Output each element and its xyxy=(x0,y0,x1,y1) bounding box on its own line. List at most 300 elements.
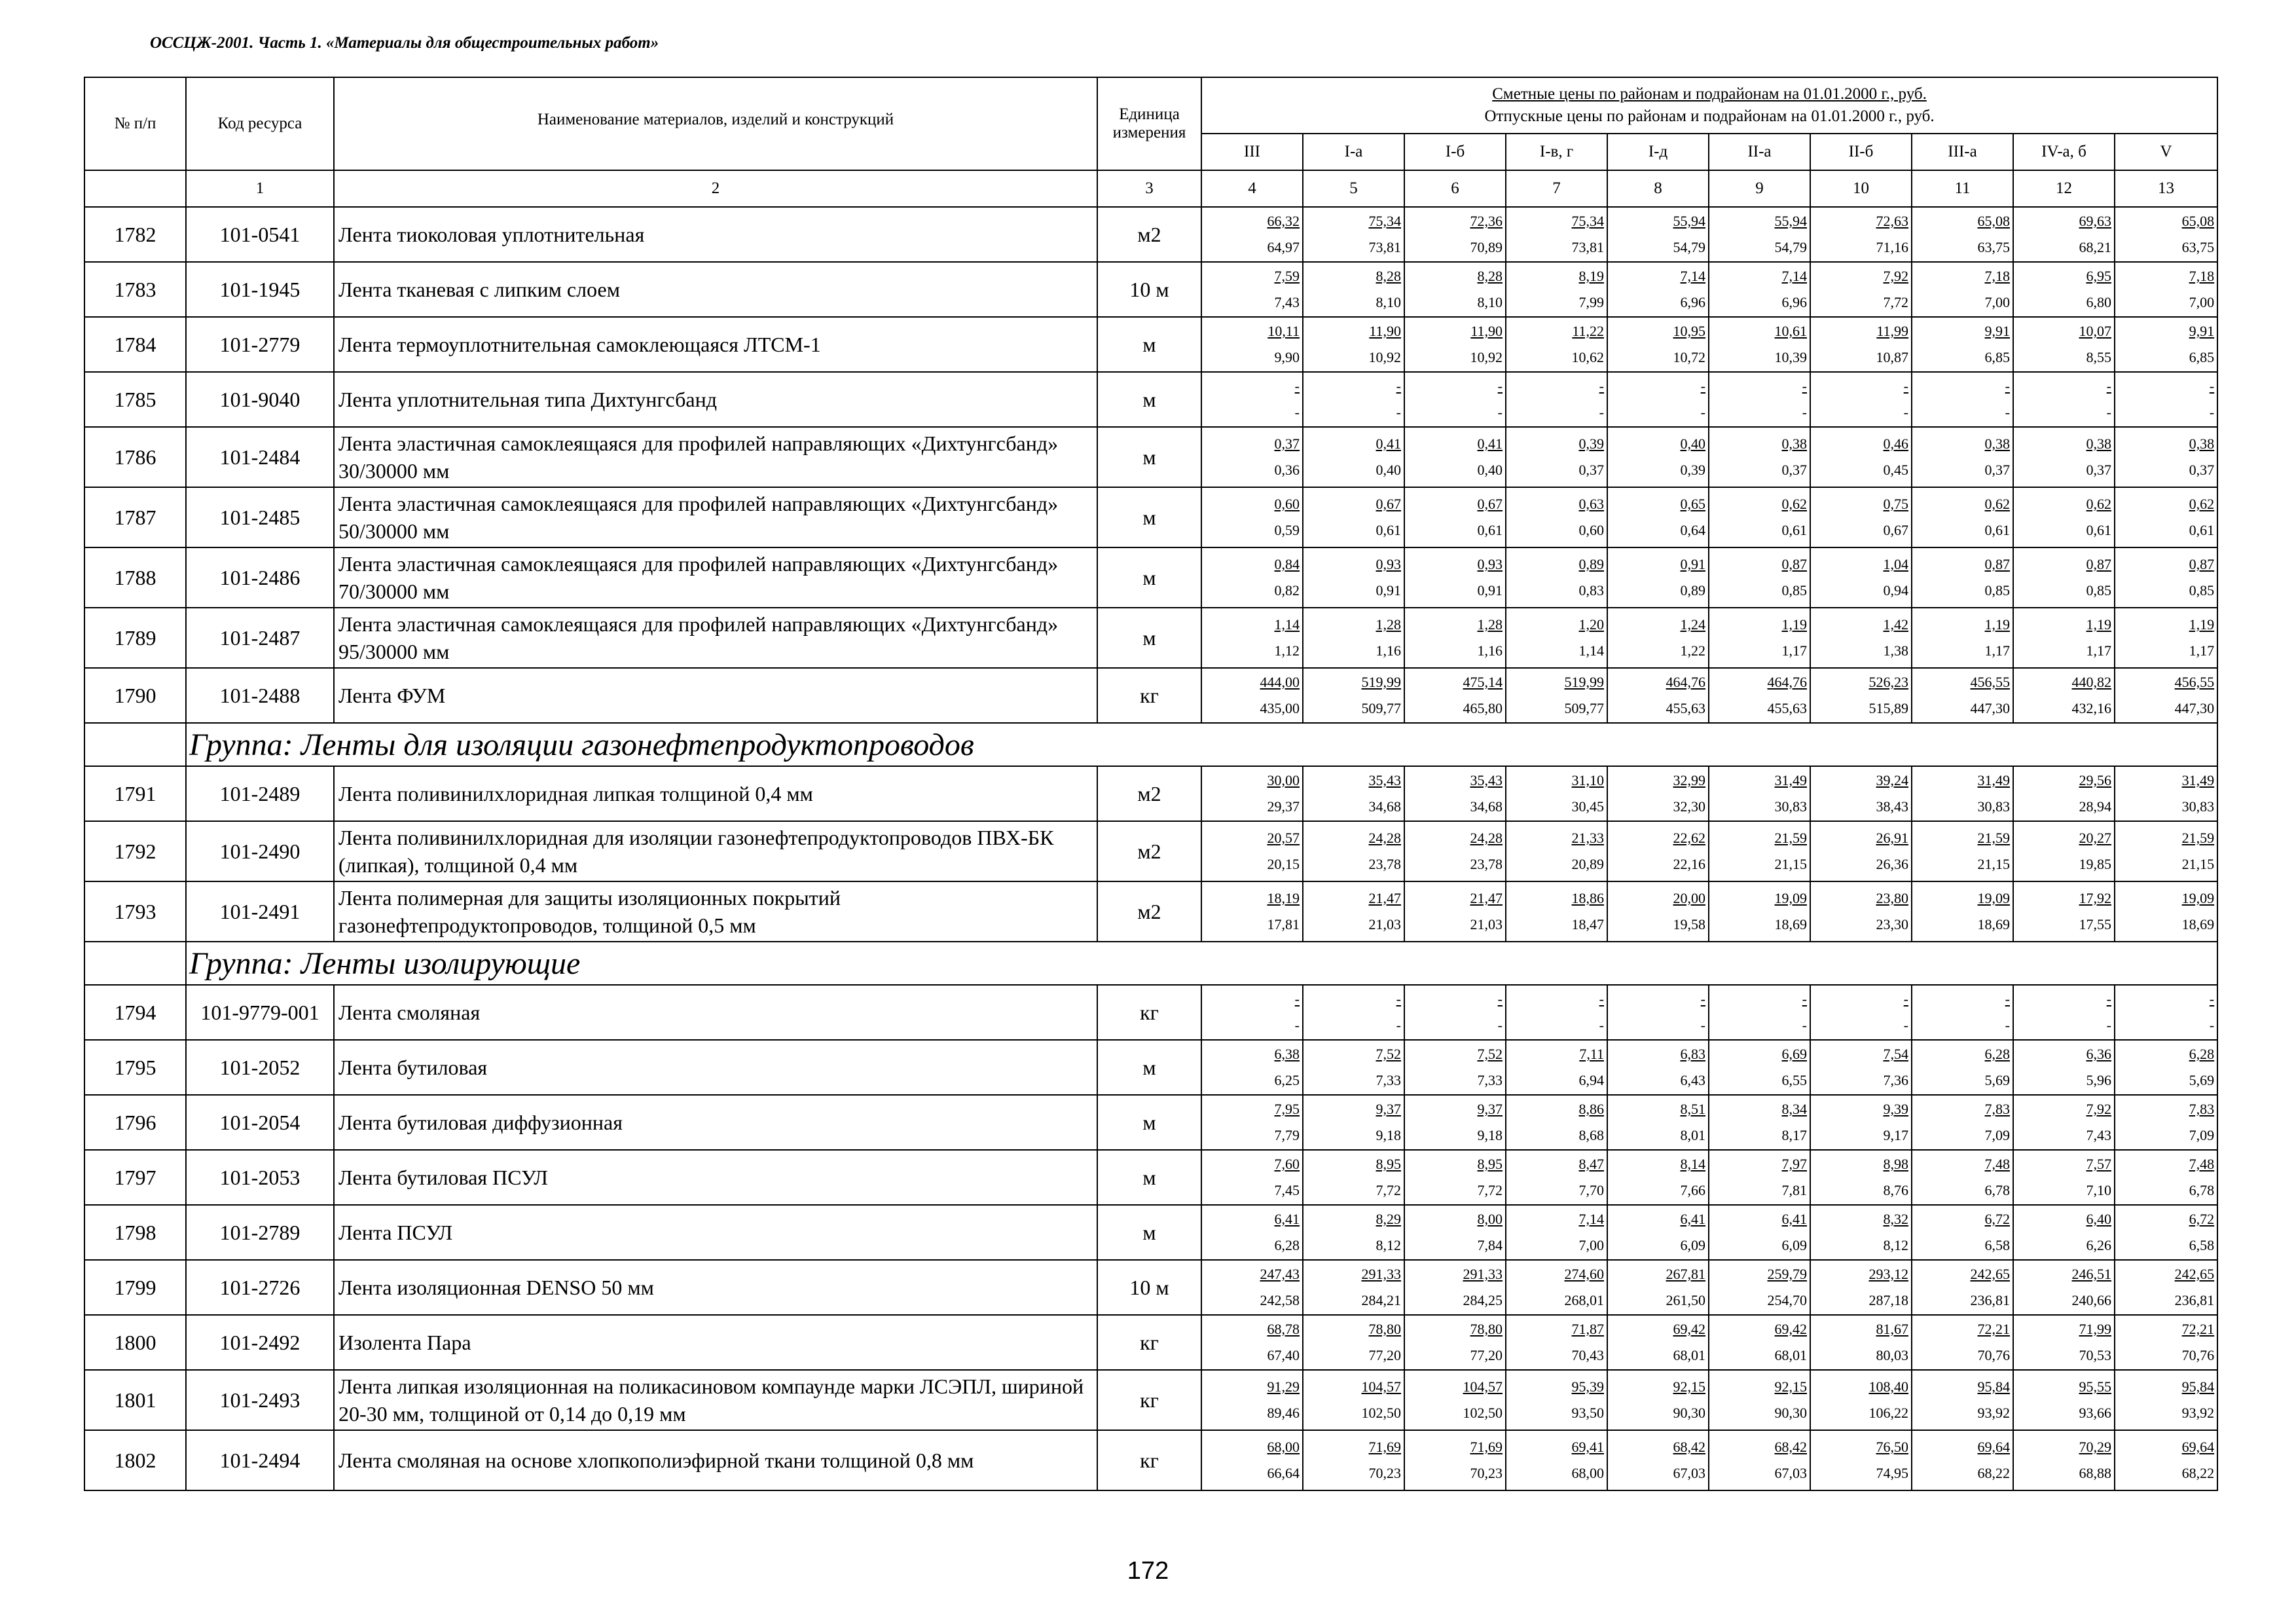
row-number: 1796 xyxy=(84,1095,186,1150)
estimated-price: 475,14 xyxy=(1463,674,1503,690)
price-cell xyxy=(1607,1205,1709,1260)
estimated-price: 8,28 xyxy=(1376,268,1401,284)
unit-of-measure: 10 м xyxy=(1097,262,1201,317)
estimated-price: 7,83 xyxy=(2189,1101,2215,1117)
price-cell xyxy=(2115,1370,2217,1430)
estimated-price: 6,36 xyxy=(2086,1046,2111,1062)
release-price: - xyxy=(2005,1017,2010,1033)
release-price: 7,00 xyxy=(1984,294,2010,310)
estimated-price: - xyxy=(2106,378,2111,394)
price-cell xyxy=(1810,1370,1912,1430)
price-cell xyxy=(2115,608,2217,668)
table-row xyxy=(84,985,2217,1040)
release-price: 30,83 xyxy=(1774,798,1807,815)
material-name: Лента поливинилхлоридная для изоляции газонефтепродуктопроводов ПВХ-БК (липкая), толщиной 0,4 мм xyxy=(334,821,1097,881)
estimated-price: 6,41 xyxy=(1274,1211,1300,1227)
row-number: 1790 xyxy=(84,668,186,723)
release-price: 0,91 xyxy=(1477,582,1503,599)
release-price: 10,87 xyxy=(1876,349,1908,365)
release-price: 0,45 xyxy=(1883,462,1908,478)
estimated-price: 0,87 xyxy=(2189,556,2215,572)
estimated-price: 0,87 xyxy=(1984,556,2010,572)
release-price: 7,72 xyxy=(1477,1182,1503,1198)
release-price: 7,45 xyxy=(1274,1182,1300,1198)
release-price: 6,78 xyxy=(2189,1182,2215,1198)
price-cell xyxy=(1303,1205,1404,1260)
release-price: 240,66 xyxy=(2071,1292,2111,1308)
price-cell xyxy=(2115,1095,2217,1150)
release-price: 7,10 xyxy=(2086,1182,2111,1198)
release-price: 30,83 xyxy=(2181,798,2215,815)
release-price: 54,79 xyxy=(1673,239,1705,255)
release-price: 93,66 xyxy=(2079,1405,2111,1421)
release-price: 0,61 xyxy=(1477,522,1503,538)
estimated-price: 72,63 xyxy=(1876,213,1908,229)
price-cell xyxy=(1201,547,1303,608)
release-price: 447,30 xyxy=(2174,700,2215,716)
release-price: - xyxy=(2209,1017,2215,1033)
estimated-price: 1,19 xyxy=(2086,616,2111,633)
release-price: 6,78 xyxy=(1984,1182,2010,1198)
price-cell xyxy=(2013,1370,2115,1430)
release-price: 70,53 xyxy=(2079,1347,2111,1363)
group-title: Группа: Ленты для изоляции газонефтепродуктопроводов xyxy=(186,723,2217,766)
release-price: 435,00 xyxy=(1260,700,1300,716)
release-price: 7,70 xyxy=(1578,1182,1604,1198)
estimated-price: 0,87 xyxy=(2086,556,2111,572)
release-price: 0,85 xyxy=(1984,582,2010,599)
estimated-price: 247,43 xyxy=(1260,1266,1300,1282)
release-price: 68,01 xyxy=(1673,1347,1705,1363)
release-price: 7,81 xyxy=(1781,1182,1807,1198)
estimated-price: 8,29 xyxy=(1376,1211,1401,1227)
price-cell xyxy=(1201,1315,1303,1370)
price-cell xyxy=(1303,262,1404,317)
estimated-price: - xyxy=(1599,991,1604,1007)
price-cell xyxy=(1303,547,1404,608)
price-cell xyxy=(1709,1205,1810,1260)
estimated-price: 65,08 xyxy=(1977,213,2010,229)
table-row xyxy=(84,427,2217,487)
estimated-price: 7,92 xyxy=(1883,268,1908,284)
estimated-price: 10,07 xyxy=(2079,323,2111,339)
release-price: 6,09 xyxy=(1781,1237,1807,1253)
estimated-price: 69,64 xyxy=(2181,1439,2215,1455)
price-cell xyxy=(1506,1150,1607,1205)
price-cell xyxy=(1506,207,1607,262)
price-cell xyxy=(1709,1315,1810,1370)
estimated-price: 21,59 xyxy=(2181,830,2215,846)
group-row xyxy=(84,942,2217,985)
estimated-price: 68,00 xyxy=(1267,1439,1300,1455)
table-row xyxy=(84,668,2217,723)
material-name: Лента эластичная самоклеящаяся для профилей направляющих «Дихтунгсбанд» 95/30000 мм xyxy=(334,608,1097,668)
release-price: 7,33 xyxy=(1376,1072,1401,1088)
resource-code: 101-2491 xyxy=(186,881,334,942)
table-row xyxy=(84,608,2217,668)
price-cell xyxy=(1810,1430,1912,1490)
row-number: 1783 xyxy=(84,262,186,317)
release-price: 23,30 xyxy=(1876,916,1908,932)
price-cell xyxy=(1912,1095,2013,1150)
release-price: 7,43 xyxy=(1274,294,1300,310)
price-cell xyxy=(1506,372,1607,427)
column-number-blank xyxy=(84,170,186,207)
price-cell xyxy=(2013,1040,2115,1095)
release-price: 20,15 xyxy=(1267,856,1300,872)
estimated-price: 0,62 xyxy=(2189,496,2215,512)
estimated-price: 0,39 xyxy=(1578,435,1604,452)
estimated-price: 76,50 xyxy=(1876,1439,1908,1455)
group-row xyxy=(84,723,2217,766)
release-price: 6,28 xyxy=(1274,1237,1300,1253)
release-price: 67,03 xyxy=(1673,1465,1705,1481)
estimated-price: 21,47 xyxy=(1368,890,1401,906)
estimated-price: 6,72 xyxy=(1984,1211,2010,1227)
price-cell xyxy=(1607,317,1709,372)
estimated-price: 7,59 xyxy=(1274,268,1300,284)
estimated-price: 9,37 xyxy=(1477,1101,1503,1117)
estimated-price: 1,28 xyxy=(1477,616,1503,633)
estimated-price: - xyxy=(1294,378,1300,394)
estimated-price: 7,54 xyxy=(1883,1046,1908,1062)
release-price: - xyxy=(1396,404,1401,420)
material-name: Изолента Пара xyxy=(334,1315,1097,1370)
price-cell xyxy=(1506,1315,1607,1370)
unit-of-measure: м xyxy=(1097,1150,1201,1205)
region-header: V xyxy=(2115,134,2217,170)
estimated-price: - xyxy=(2209,991,2215,1007)
release-price: 1,14 xyxy=(1578,642,1604,659)
price-cell xyxy=(1912,1040,2013,1095)
price-cell xyxy=(1404,608,1506,668)
unit-of-measure: м xyxy=(1097,608,1201,668)
release-price: 18,47 xyxy=(1571,916,1604,932)
release-price: 1,17 xyxy=(2086,642,2111,659)
release-price: 73,81 xyxy=(1368,239,1401,255)
release-price: 64,97 xyxy=(1267,239,1300,255)
estimated-price: 0,75 xyxy=(1883,496,1908,512)
estimated-price: 0,38 xyxy=(2189,435,2215,452)
estimated-price: 55,94 xyxy=(1774,213,1807,229)
release-price: 28,94 xyxy=(2079,798,2111,815)
price-cell xyxy=(1810,487,1912,547)
table-row xyxy=(84,262,2217,317)
release-price: 6,58 xyxy=(2189,1237,2215,1253)
estimated-price: 1,28 xyxy=(1376,616,1401,633)
price-cell xyxy=(1810,372,1912,427)
column-number: 1 xyxy=(186,170,334,207)
estimated-price: 70,29 xyxy=(2079,1439,2111,1455)
estimated-price: 519,99 xyxy=(1361,674,1401,690)
material-name: Лента термоуплотнительная самоклеющаяся ЛТСМ-1 xyxy=(334,317,1097,372)
price-cell xyxy=(1810,1095,1912,1150)
price-cell xyxy=(1810,317,1912,372)
material-name: Лента поливинилхлоридная липкая толщиной 0,4 мм xyxy=(334,766,1097,821)
estimated-price: 92,15 xyxy=(1673,1378,1705,1395)
price-cell xyxy=(1201,881,1303,942)
estimated-price: 68,42 xyxy=(1673,1439,1705,1455)
estimated-price: 8,86 xyxy=(1578,1101,1604,1117)
price-cell xyxy=(1810,1150,1912,1205)
column-number: 7 xyxy=(1506,170,1607,207)
release-price: 77,20 xyxy=(1470,1347,1503,1363)
estimated-price: 20,57 xyxy=(1267,830,1300,846)
table-row xyxy=(84,1430,2217,1490)
price-cell xyxy=(2115,1315,2217,1370)
estimated-price: 69,41 xyxy=(1571,1439,1604,1455)
price-cell xyxy=(1506,821,1607,881)
price-cell xyxy=(1709,1040,1810,1095)
estimated-price: 0,37 xyxy=(1274,435,1300,452)
estimated-price: 75,34 xyxy=(1571,213,1604,229)
release-price: 21,03 xyxy=(1368,916,1401,932)
price-cell xyxy=(1404,262,1506,317)
price-cell xyxy=(1303,766,1404,821)
estimated-price: 8,47 xyxy=(1578,1156,1604,1172)
price-cell xyxy=(1404,766,1506,821)
release-price: - xyxy=(1903,1017,1908,1033)
estimated-price: - xyxy=(1700,378,1705,394)
release-price: 8,55 xyxy=(2086,349,2111,365)
unit-of-measure: м2 xyxy=(1097,207,1201,262)
price-cell xyxy=(1912,1150,2013,1205)
estimated-price: 35,43 xyxy=(1470,772,1503,788)
price-cell xyxy=(1709,608,1810,668)
release-price: 284,25 xyxy=(1463,1292,1503,1308)
release-price: 0,67 xyxy=(1883,522,1908,538)
price-cell xyxy=(1404,547,1506,608)
table-row xyxy=(84,372,2217,427)
estimated-price: 456,55 xyxy=(2174,674,2215,690)
estimated-price: 1,24 xyxy=(1680,616,1705,633)
estimated-price: 31,49 xyxy=(2181,772,2215,788)
release-price: 7,09 xyxy=(1984,1127,2010,1143)
estimated-price: 22,62 xyxy=(1673,830,1705,846)
price-cell xyxy=(1506,1260,1607,1315)
estimated-price: 7,18 xyxy=(1984,268,2010,284)
resource-code: 101-0541 xyxy=(186,207,334,262)
estimated-price: 95,84 xyxy=(1977,1378,2010,1395)
release-price: 287,18 xyxy=(1868,1292,1908,1308)
estimated-price: 0,89 xyxy=(1578,556,1604,572)
price-cell xyxy=(1303,207,1404,262)
unit-of-measure: 10 м xyxy=(1097,1260,1201,1315)
release-price: 17,55 xyxy=(2079,916,2111,932)
estimated-price: - xyxy=(1294,991,1300,1007)
material-name: Лента полимерная для защиты изоляционных покрытий газонефтепродуктопроводов, толщиной 0,5 мм xyxy=(334,881,1097,942)
release-price: 70,76 xyxy=(2181,1347,2215,1363)
price-cell xyxy=(1810,608,1912,668)
price-cell xyxy=(1810,985,1912,1040)
estimated-price: 21,47 xyxy=(1470,890,1503,906)
column-number: 2 xyxy=(334,170,1097,207)
estimated-price: 11,99 xyxy=(1876,323,1908,339)
resource-code: 101-2488 xyxy=(186,668,334,723)
price-cell xyxy=(1912,608,2013,668)
release-price: 0,61 xyxy=(1781,522,1807,538)
release-price: 1,16 xyxy=(1376,642,1401,659)
price-cell xyxy=(1607,881,1709,942)
price-cell xyxy=(1506,547,1607,608)
row-number: 1785 xyxy=(84,372,186,427)
estimated-price: 293,12 xyxy=(1868,1266,1908,1282)
release-price: 8,17 xyxy=(1781,1127,1807,1143)
estimated-price: 8,14 xyxy=(1680,1156,1705,1172)
estimated-price: 92,15 xyxy=(1774,1378,1807,1395)
release-price: 7,09 xyxy=(2189,1127,2215,1143)
price-cell xyxy=(1506,881,1607,942)
material-name: Лента эластичная самоклеящаяся для профилей направляющих «Дихтунгсбанд» 70/30000 мм xyxy=(334,547,1097,608)
price-cell xyxy=(2013,207,2115,262)
price-cell xyxy=(1912,1430,2013,1490)
unit-of-measure: м2 xyxy=(1097,881,1201,942)
estimated-price: 68,42 xyxy=(1774,1439,1807,1455)
estimated-price: 6,41 xyxy=(1680,1211,1705,1227)
estimated-price: 18,86 xyxy=(1571,890,1604,906)
release-price: 0,61 xyxy=(2189,522,2215,538)
resource-code: 101-2789 xyxy=(186,1205,334,1260)
release-price: 71,16 xyxy=(1876,239,1908,255)
resource-code: 101-2779 xyxy=(186,317,334,372)
estimated-price: 7,83 xyxy=(1984,1101,2010,1117)
release-price: 70,23 xyxy=(1368,1465,1401,1481)
estimated-price: 71,69 xyxy=(1368,1439,1401,1455)
release-price: - xyxy=(2005,404,2010,420)
price-cell xyxy=(1607,1095,1709,1150)
release-price: 7,84 xyxy=(1477,1237,1503,1253)
row-number: 1789 xyxy=(84,608,186,668)
unit-of-measure: м xyxy=(1097,372,1201,427)
price-cell xyxy=(1607,427,1709,487)
group-blank-cell xyxy=(84,723,186,766)
estimated-price: 17,92 xyxy=(2079,890,2111,906)
resource-code: 101-2492 xyxy=(186,1315,334,1370)
estimated-price: 75,34 xyxy=(1368,213,1401,229)
unit-of-measure: м2 xyxy=(1097,766,1201,821)
price-cell xyxy=(1810,207,1912,262)
price-cell xyxy=(1303,427,1404,487)
estimated-price: - xyxy=(1903,378,1908,394)
price-cell xyxy=(1506,668,1607,723)
price-cell xyxy=(1201,985,1303,1040)
estimated-price: 8,19 xyxy=(1578,268,1604,284)
estimated-price: 1,04 xyxy=(1883,556,1908,572)
header-prices-smeta: Сметные цены по районам и подрайонам на 01.01.2000 г., руб. xyxy=(1492,85,1927,103)
release-price: 70,89 xyxy=(1470,239,1503,255)
release-price: 465,80 xyxy=(1463,700,1503,716)
release-price: 1,17 xyxy=(1984,642,2010,659)
unit-of-measure: м xyxy=(1097,317,1201,372)
price-cell xyxy=(1303,1315,1404,1370)
estimated-price: 0,62 xyxy=(1984,496,2010,512)
estimated-price: 7,11 xyxy=(1579,1046,1604,1062)
estimated-price: 69,42 xyxy=(1673,1321,1705,1337)
unit-of-measure: м xyxy=(1097,1040,1201,1095)
release-price: 0,61 xyxy=(1376,522,1401,538)
price-cell xyxy=(2115,1150,2217,1205)
release-price: 21,15 xyxy=(2181,856,2215,872)
price-cell xyxy=(2115,1430,2217,1490)
release-price: 0,37 xyxy=(1781,462,1807,478)
column-number: 13 xyxy=(2115,170,2217,207)
price-cell xyxy=(1912,1315,2013,1370)
release-price: 38,43 xyxy=(1876,798,1908,815)
release-price: - xyxy=(1497,1017,1503,1033)
release-price: 6,58 xyxy=(1984,1237,2010,1253)
price-cell xyxy=(2115,766,2217,821)
material-name: Лента ПСУЛ xyxy=(334,1205,1097,1260)
release-price: - xyxy=(2106,404,2111,420)
release-price: - xyxy=(1802,404,1807,420)
estimated-price: - xyxy=(1497,991,1503,1007)
estimated-price: 6,83 xyxy=(1680,1046,1705,1062)
estimated-price: 0,62 xyxy=(1781,496,1807,512)
release-price: 1,16 xyxy=(1477,642,1503,659)
release-price: 0,91 xyxy=(1376,582,1401,599)
release-price: 5,96 xyxy=(2086,1072,2111,1088)
row-number: 1794 xyxy=(84,985,186,1040)
release-price: 6,96 xyxy=(1781,294,1807,310)
estimated-price: 11,22 xyxy=(1572,323,1604,339)
price-cell xyxy=(1912,1260,2013,1315)
estimated-price: 1,42 xyxy=(1883,616,1908,633)
price-cell xyxy=(1201,372,1303,427)
price-cell xyxy=(1912,821,2013,881)
release-price: 23,78 xyxy=(1368,856,1401,872)
release-price: 6,25 xyxy=(1274,1072,1300,1088)
release-price: - xyxy=(1599,404,1604,420)
release-price: 70,76 xyxy=(1977,1347,2010,1363)
estimated-price: - xyxy=(1802,991,1807,1007)
price-cell xyxy=(1404,1095,1506,1150)
estimated-price: 6,72 xyxy=(2189,1211,2215,1227)
price-cell xyxy=(1810,881,1912,942)
estimated-price: 0,38 xyxy=(1781,435,1807,452)
release-price: 7,00 xyxy=(2189,294,2215,310)
release-price: 90,30 xyxy=(1673,1405,1705,1421)
estimated-price: 7,18 xyxy=(2189,268,2215,284)
estimated-price: 35,43 xyxy=(1368,772,1401,788)
price-cell xyxy=(1404,487,1506,547)
price-cell xyxy=(2013,668,2115,723)
resource-code: 101-2054 xyxy=(186,1095,334,1150)
release-price: 9,18 xyxy=(1376,1127,1401,1143)
resource-code: 101-2494 xyxy=(186,1430,334,1490)
resource-code: 101-9040 xyxy=(186,372,334,427)
release-price: 455,63 xyxy=(1666,700,1705,716)
release-price: 63,75 xyxy=(2181,239,2215,255)
estimated-price: - xyxy=(1396,991,1401,1007)
release-price: 74,95 xyxy=(1876,1465,1908,1481)
estimated-price: 69,64 xyxy=(1977,1439,2010,1455)
estimated-price: 0,60 xyxy=(1274,496,1300,512)
material-name: Лента бутиловая диффузионная xyxy=(334,1095,1097,1150)
release-price: - xyxy=(1903,404,1908,420)
price-cell xyxy=(1404,1150,1506,1205)
price-cell xyxy=(1201,1150,1303,1205)
release-price: 22,16 xyxy=(1673,856,1705,872)
material-name: Лента смоляная xyxy=(334,985,1097,1040)
price-cell xyxy=(1709,427,1810,487)
material-name: Лента тиоколовая уплотнительная xyxy=(334,207,1097,262)
estimated-price: 18,19 xyxy=(1267,890,1300,906)
release-price: - xyxy=(1599,1017,1604,1033)
estimated-price: 19,09 xyxy=(1774,890,1807,906)
table-row xyxy=(84,1040,2217,1095)
release-price: 0,40 xyxy=(1477,462,1503,478)
price-cell xyxy=(2013,317,2115,372)
